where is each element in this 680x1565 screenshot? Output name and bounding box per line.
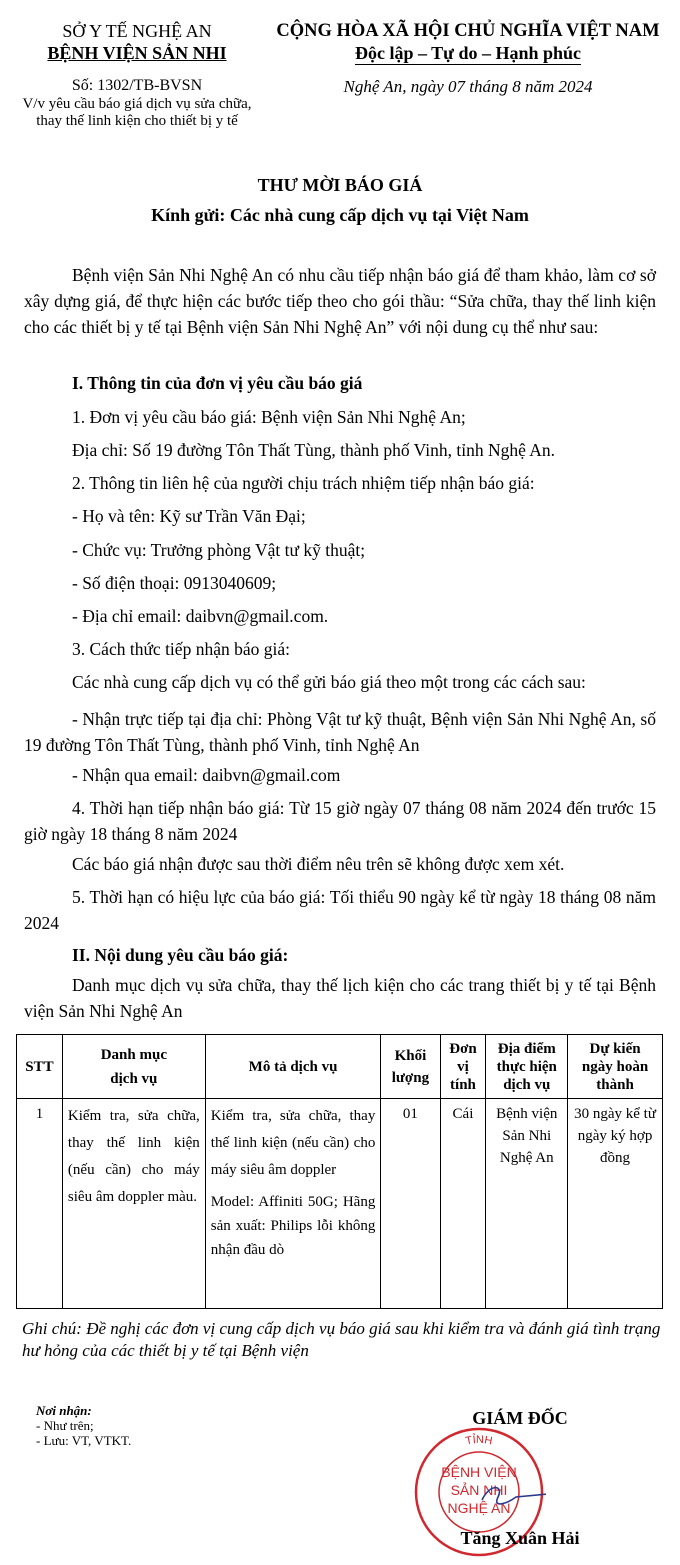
addressee: Kính gửi: Các nhà cung cấp dịch vụ tại Việt Nam <box>151 205 529 225</box>
header-location: Địa điểm thực hiện dịch vụ <box>486 1035 568 1099</box>
document-title: THƯ MỜI BÁO GIÁ <box>257 175 423 195</box>
ministry-name: SỞ Y TẾ NGHỆ AN <box>62 21 212 41</box>
table-row <box>17 1099 663 1309</box>
recipient-item: - Như trên; <box>36 1418 94 1433</box>
validity: 5. Thời hạn có hiệu lực của báo giá: Tối thiểu 90 ngày kể từ ngày 18 tháng 08 năm 2024 <box>24 887 656 933</box>
cell-description-part-1: Kiểm tra, sửa chữa, thay thế linh kiện (nếu cần) cho máy siêu âm doppler <box>210 1108 376 1178</box>
recipients-heading: Nơi nhận: <box>36 1403 92 1418</box>
header-description: Mô tả dịch vụ <box>205 1035 381 1099</box>
recipients <box>36 1403 256 1448</box>
intro-paragraph: Bệnh viện Sản Nhi Nghệ An có nhu cầu tiếp nhận báo giá để tham khảo, làm cơ sở xây dựng giá, để thực hiện các bước tiếp theo cho gói thầu: “Sửa chữa, thay thế linh kiện cho các thiết bị y tế tại Bệnh viện Sản Nhi Nghệ An” với nội dung cụ thể như sau: <box>24 265 656 337</box>
document-number: Số: 1302/TB-BVSN <box>71 77 203 94</box>
cell-description-part-2: Model: Affiniti 50G; Hãng sản xuất: Philips lỗi không nhận đầu dò <box>210 1194 376 1258</box>
header-completion: Dự kiến ngày hoàn thành <box>568 1035 663 1099</box>
seal-line-3: NGHỆ AN <box>447 1500 511 1516</box>
header-category-line-1: Danh mục <box>100 1046 167 1063</box>
contact-email: - Địa chỉ email: daibvn@gmail.com. <box>72 606 329 626</box>
subject-line-1: V/v yêu cầu báo giá dịch vụ sửa chữa, <box>22 96 252 112</box>
seal-ring-top: TỈNH <box>464 1433 494 1448</box>
cell-location: Bệnh viện Sản Nhi Nghệ An <box>486 1099 568 1309</box>
contact-heading: 2. Thông tin liên hệ của người chịu trách nhiệm tiếp nhận báo giá: <box>72 473 535 493</box>
requester-address: Địa chỉ: Số 19 đường Tôn Thất Tùng, thành phố Vinh, tỉnh Nghệ An. <box>72 440 556 460</box>
header-category-line-2: dịch vụ <box>110 1070 158 1087</box>
signer-title: GIÁM ĐỐC <box>472 1408 568 1428</box>
contact-name: - Họ và tên: Kỹ sư Trần Văn Đại; <box>72 506 306 526</box>
receive-direct: - Nhận trực tiếp tại địa chỉ: Phòng Vật tư kỹ thuật, Bệnh viện Sản Nhi Nghệ An, số 19 đường Tôn Thất Tùng, thành phố Vinh, tỉnh Nghệ An <box>24 709 656 755</box>
receive-email: - Nhận qua email: daibvn@gmail.com <box>72 765 341 785</box>
service-table <box>16 1034 663 1309</box>
table-header-row <box>17 1035 663 1099</box>
motto-text: Độc lập – Tự do – Hạnh phúc <box>354 43 582 63</box>
receive-method-desc: Các nhà cung cấp dịch vụ có thể gửi báo giá theo một trong các cách sau: <box>72 672 586 692</box>
section-1-heading: I. Thông tin của đơn vị yêu cầu báo giá <box>72 373 363 393</box>
recipient-item: - Lưu: VT, VTKT. <box>36 1433 132 1448</box>
cell-category: Kiểm tra, sửa chữa, thay thế linh kiện (nếu cần) cho máy siêu âm doppler màu. <box>62 1099 205 1309</box>
section-2-heading: II. Nội dung yêu cầu báo giá: <box>72 945 289 965</box>
deadline-note: Các báo giá nhận được sau thời điểm nêu trên sẽ không được xem xét. <box>72 854 565 874</box>
hospital-name: BỆNH VIỆN SẢN NHI <box>47 43 227 63</box>
section-2-desc: Danh mục dịch vụ sửa chữa, thay thế lịch kiện cho các trang thiết bị y tế tại Bệnh viện Sản Nhi Nghệ An <box>24 975 656 1021</box>
deadline: 4. Thời hạn tiếp nhận báo giá: Từ 15 giờ ngày 07 tháng 08 năm 2024 đến trước 15 giờ ngày 18 tháng 8 năm 2024 <box>24 798 656 844</box>
header-left <box>6 20 268 130</box>
cell-stt: 1 <box>17 1099 63 1309</box>
subject-line-2: thay thế linh kiện cho thiết bị y tế <box>36 113 238 129</box>
header-right <box>260 20 676 98</box>
motto <box>260 42 676 64</box>
receive-method-heading: 3. Cách thức tiếp nhận báo giá: <box>72 639 290 659</box>
cell-completion: 30 ngày kể từ ngày ký hợp đồng <box>568 1099 663 1309</box>
header-quantity: Khối lượng <box>381 1035 440 1099</box>
signer-name: Tăng Xuân Hải <box>460 1528 580 1548</box>
seal-ring-text <box>465 1433 494 1447</box>
seal-line-1: BỆNH VIỆN <box>441 1464 517 1480</box>
header-unit: Đơn vị tính <box>440 1035 486 1099</box>
requester-unit: 1. Đơn vị yêu cầu báo giá: Bệnh viện Sản Nhi Nghệ An; <box>72 407 466 427</box>
contact-position: - Chức vụ: Trưởng phòng Vật tư kỹ thuật; <box>72 540 366 560</box>
cell-quantity: 01 <box>381 1099 440 1309</box>
header-stt: STT <box>17 1035 63 1099</box>
place-date: Nghệ An, ngày 07 tháng 8 năm 2024 <box>343 77 593 96</box>
contact-phone: - Số điện thoại: 0913040609; <box>72 573 277 593</box>
country-name: CỘNG HÒA XÃ HỘI CHỦ NGHĨA VIỆT NAM <box>276 21 660 41</box>
cell-description <box>205 1099 381 1309</box>
note: Ghi chú: Đề nghị các đơn vị cung cấp dịch vụ báo giá sau khi kiểm tra và đánh giá tình trạng hư hỏng của các thiết bị y tế tại Bệnh viện <box>22 1319 661 1360</box>
header-category <box>62 1035 205 1099</box>
seal-line-2: SẢN NHI <box>450 1482 508 1498</box>
cell-unit: Cái <box>440 1099 486 1309</box>
